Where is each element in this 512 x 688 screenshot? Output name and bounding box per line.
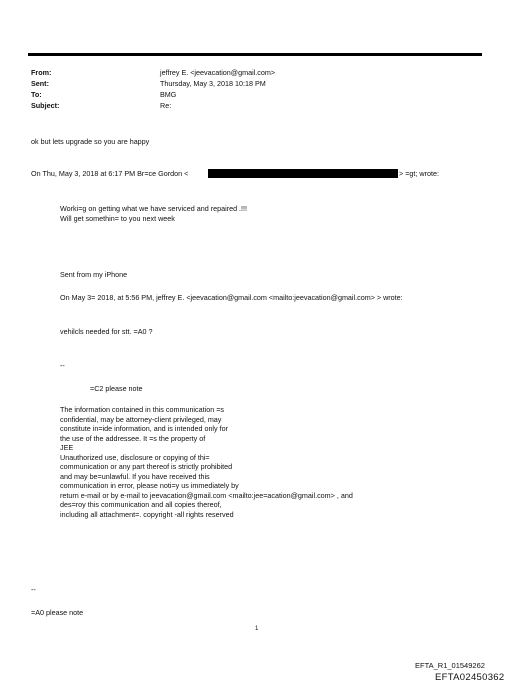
disclaimer-line: return e-mail or by e-mail to jeevacation@gmail.com <mailto:jee=acation@gmail.com> , and — [60, 490, 353, 500]
disclaimer-line: and may be=unlawful. If you have received this — [60, 471, 210, 481]
sent-label: Sent: — [31, 79, 49, 88]
quote2-header: On May 3= 2018, at 5:56 PM, jeffrey E. <jeevacation@gmail.com <mailto:jeevacation@gmail.com> > wrote: — [60, 293, 403, 302]
please-note-a0: =A0 please note — [31, 608, 84, 617]
subject-value: Re: — [160, 101, 172, 110]
sent-from-line: Sent from my iPhone — [60, 270, 128, 279]
quote1-line-working: Worki=g on getting what we have serviced and repaired .!!! — [60, 204, 248, 213]
header-rule — [28, 53, 482, 56]
please-note-c2: =C2 please note — [90, 384, 143, 393]
disclaimer-line: the use of the addressee. It =s the property of — [60, 433, 206, 443]
disclaimer-line: constitute in=ide information, and is intended only for — [60, 424, 229, 433]
sent-value: Thursday, May 3, 2018 10:18 PM — [160, 79, 266, 88]
quote1-header-suffix: > =gt; wrote: — [399, 169, 439, 178]
efta-ref-1: EFTA_R1_01549262 — [415, 661, 485, 670]
quote1-line-next-week: Will get somethin= to you next week — [60, 214, 175, 223]
disclaimer-line: including all attachment=. copyright -all rights reserved — [60, 509, 234, 519]
disclaimer-line: communication in error, please noti=y us immediately by — [60, 481, 239, 490]
disclaimer-line: des=roy this communication and all copies thereof, — [60, 500, 222, 509]
to-value: BMG — [160, 90, 177, 99]
subject-label: Subject: — [31, 101, 60, 110]
vehicles-line: vehilcls needed for stt. =A0 ? — [60, 327, 153, 336]
redaction-block — [208, 169, 398, 178]
efta-ref-2: EFTA02450362 — [435, 672, 505, 683]
quote1-header-prefix: On Thu, May 3, 2018 at 6:17 PM Br=ce Gordon < — [31, 169, 189, 178]
from-label: From: — [31, 68, 52, 77]
disclaimer-line: Unauthorized use, disclosure or copying of thi= — [60, 452, 210, 462]
confidentiality-disclaimer — [60, 405, 353, 519]
disclaimer-line: communication or any part thereof is strictly prohibited — [60, 462, 233, 471]
disclaimer-line: JEE — [60, 443, 74, 452]
disclaimer-line: confidential, may be attorney-client privileged, may — [60, 414, 222, 424]
separator-dashes: -- — [60, 361, 65, 370]
page-number: 1 — [255, 626, 259, 632]
from-value: jeffrey E. <jeevacation@gmail.com> — [160, 68, 276, 77]
disclaimer-line: The information contained in this communication =s — [60, 405, 224, 414]
reply-text: ok but lets upgrade so you are happy — [31, 137, 150, 146]
separator-dashes-2: -- — [31, 585, 36, 594]
to-label: To: — [31, 90, 42, 99]
